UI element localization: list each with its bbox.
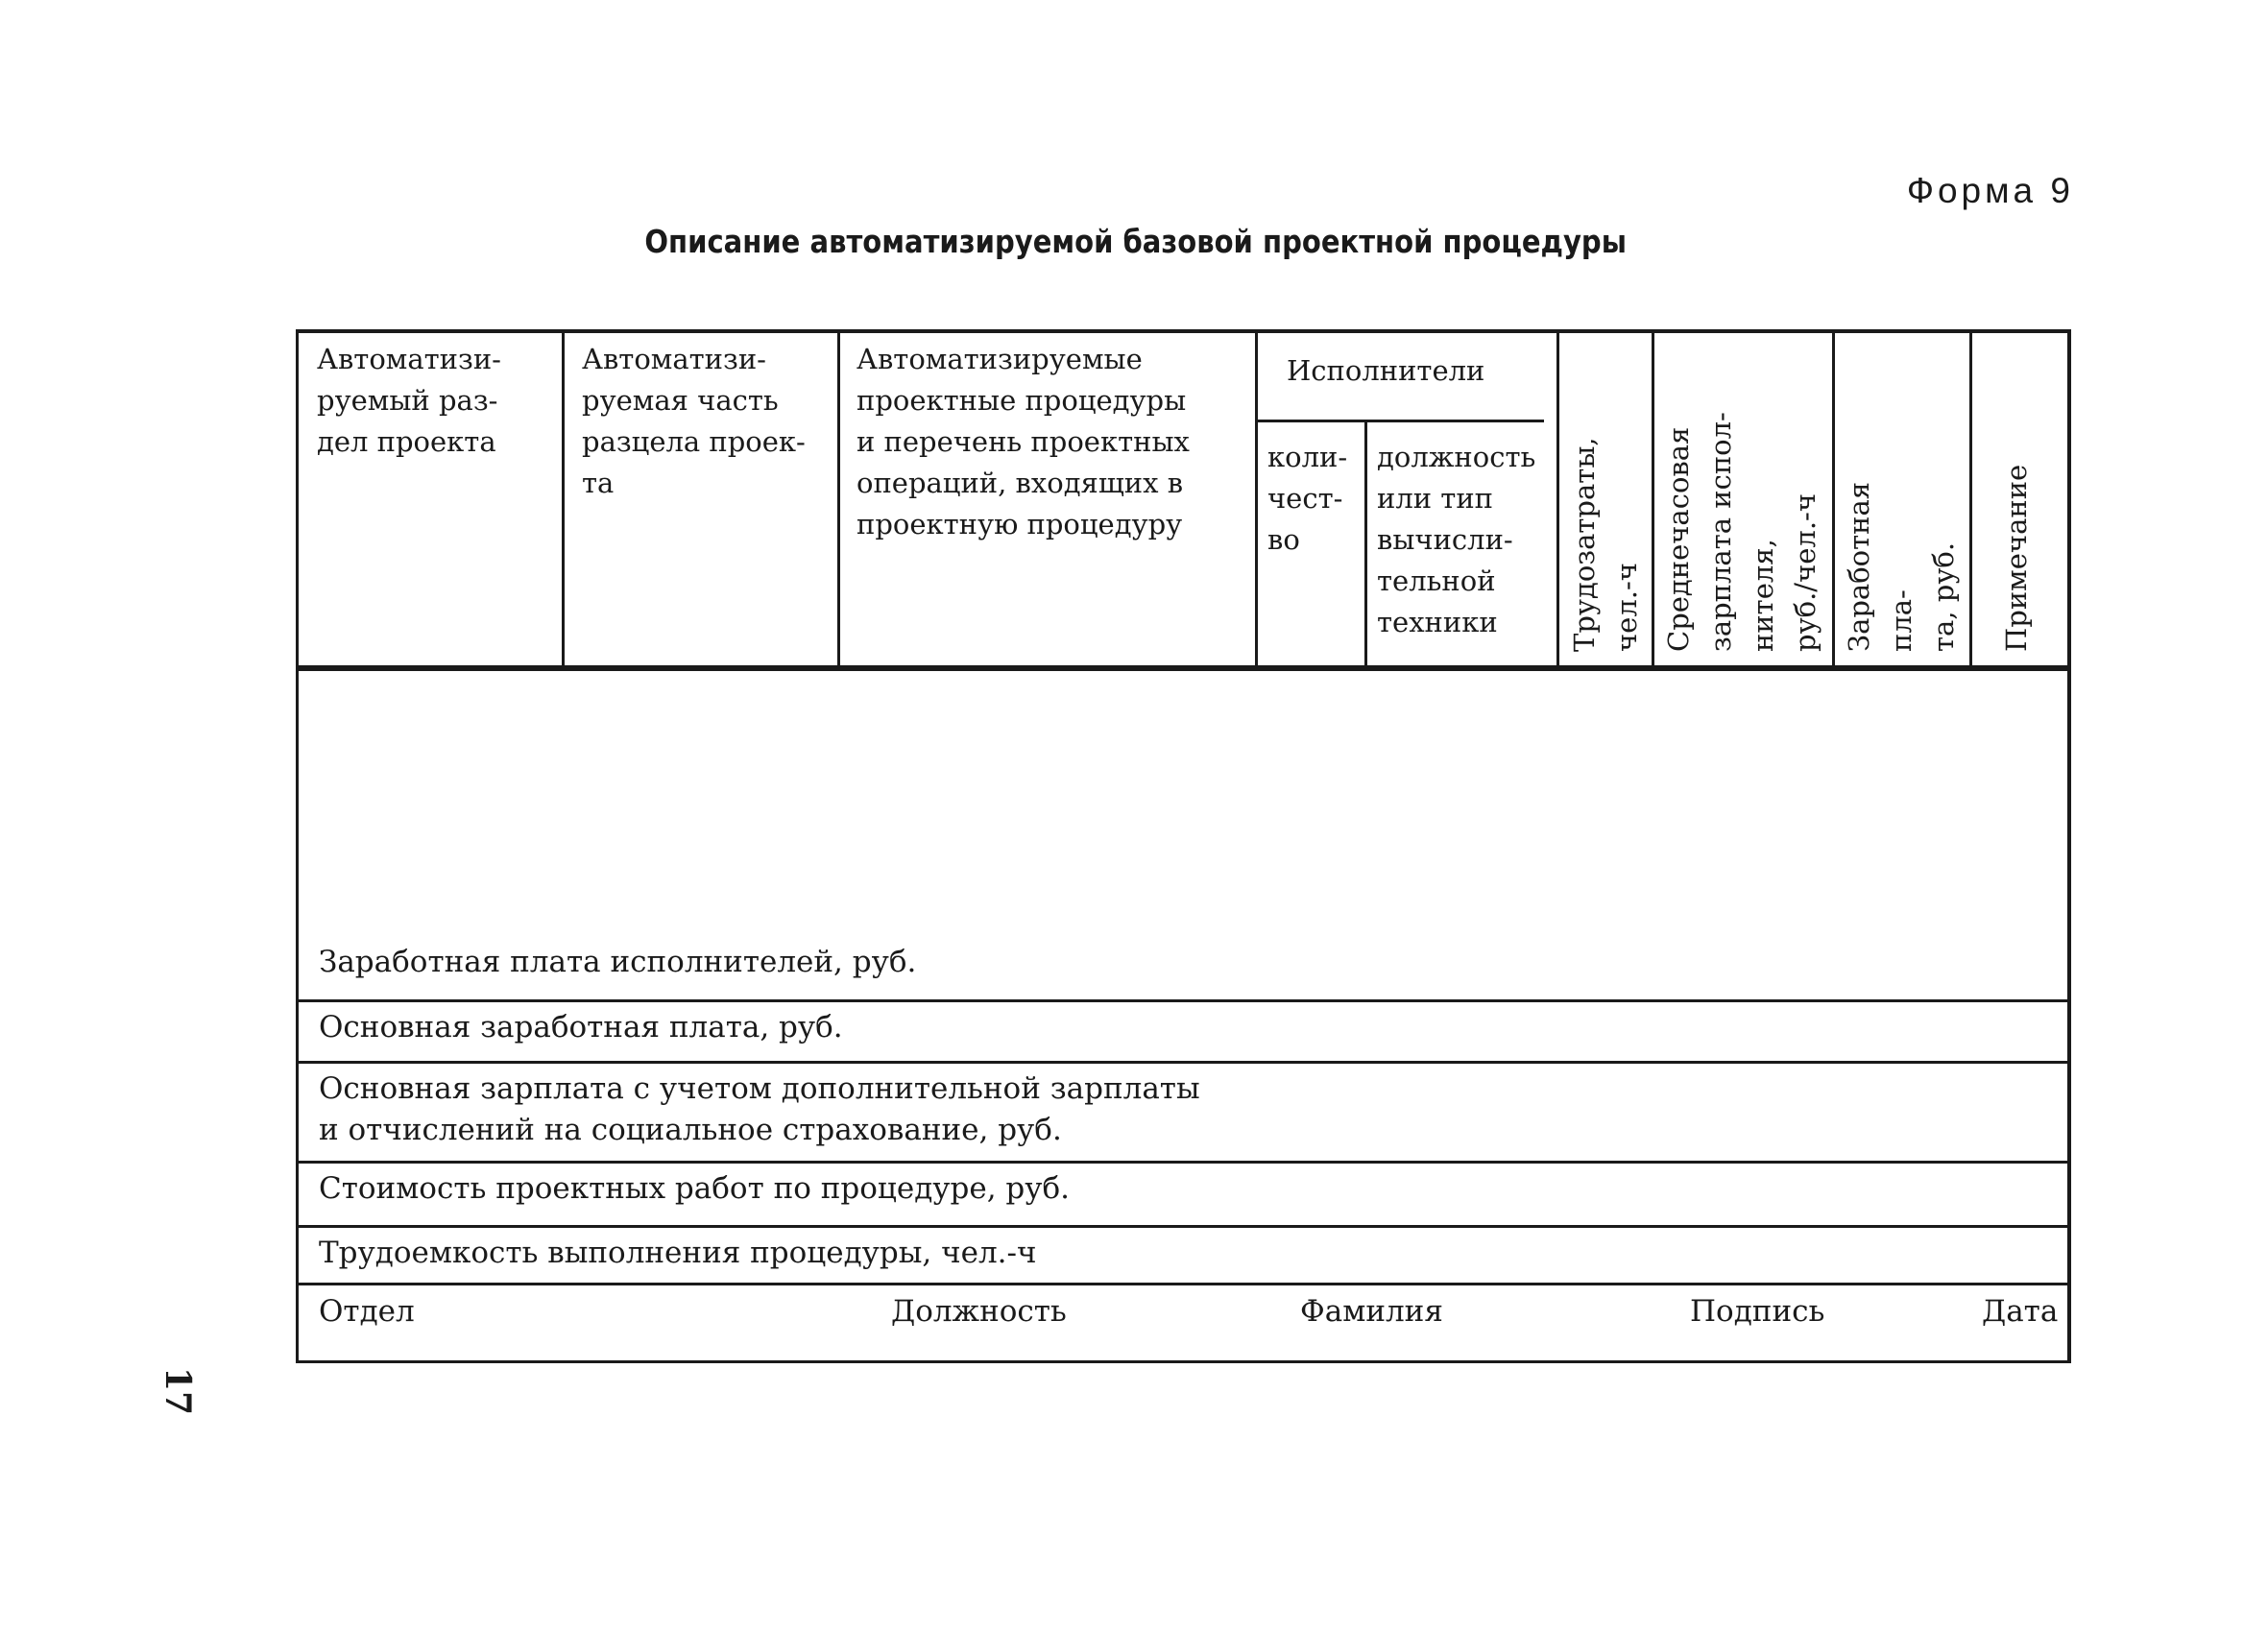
signature-sign: Подпись [1690,1294,1825,1329]
row-divider [296,1225,2070,1228]
form-number: Форма 9 [1906,171,2074,210]
col-divider [1556,329,1559,669]
signature-surname: Фамилия [1300,1294,1443,1329]
header-project-section: Автоматизи- руемый раз- дел проекта [317,343,501,458]
col-divider [1255,329,1258,669]
col-divider [1364,421,1367,669]
document-title: Описание автоматизируемой базовой проектной процедуры [644,223,1627,260]
header-procedures: Автоматизируемые проектные процедуры и перечень проектных операций, входящих в проектную процедуру [857,343,1190,540]
signature-date: Дата [1982,1294,2059,1329]
table-border-left [296,329,299,1363]
row-divider [296,1061,2070,1064]
executors-divider [1256,420,1544,422]
procedure-table [296,329,2070,1363]
page-number: 17 [157,1366,199,1416]
col-divider [837,329,840,669]
header-wage: Заработная пла- та, руб. [1843,481,1960,652]
header-quantity: коли- чест- во [1267,441,1348,556]
row-base-wage: Основная заработная плата, руб. [319,1010,843,1045]
col-divider [562,329,565,669]
header-avg-hourly-wage: Среднечасовая зарплата испол- нителя, руб./чел.-ч [1662,412,1822,652]
col-divider [1969,329,1972,669]
table-border-right [2067,329,2071,1363]
row-divider [296,1283,2070,1285]
row-executors-wage: Заработная плата исполнителей, руб. [319,945,917,979]
row-labor-intensity: Трудоемкость выполнения процедуры, чел.-ч [319,1236,1037,1270]
row-wage-with-extras: Основная зарплата с учетом дополнительной зарплаты и отчислений на социальное страхование, руб. [319,1071,1200,1147]
header-note: Примечание [2000,464,2033,652]
header-executors: Исполнители [1287,354,1485,387]
header-position-type: должность или тип вычисли- тельной техники [1377,441,1536,638]
header-labor-cost: Трудозатраты, чел.-ч [1568,437,1643,652]
signature-department: Отдел [319,1294,415,1329]
row-divider [296,1161,2070,1164]
header-section-part: Автоматизи- руемая часть разцела проек- та [582,343,806,499]
row-divider [296,999,2070,1002]
header-bottom-rule [296,665,2070,671]
col-divider [1652,329,1654,669]
col-divider [1832,329,1835,669]
row-procedure-cost: Стоимость проектных работ по процедуре, руб. [319,1171,1071,1206]
table-border-bottom [296,1360,2070,1363]
signature-position: Должность [891,1294,1067,1329]
